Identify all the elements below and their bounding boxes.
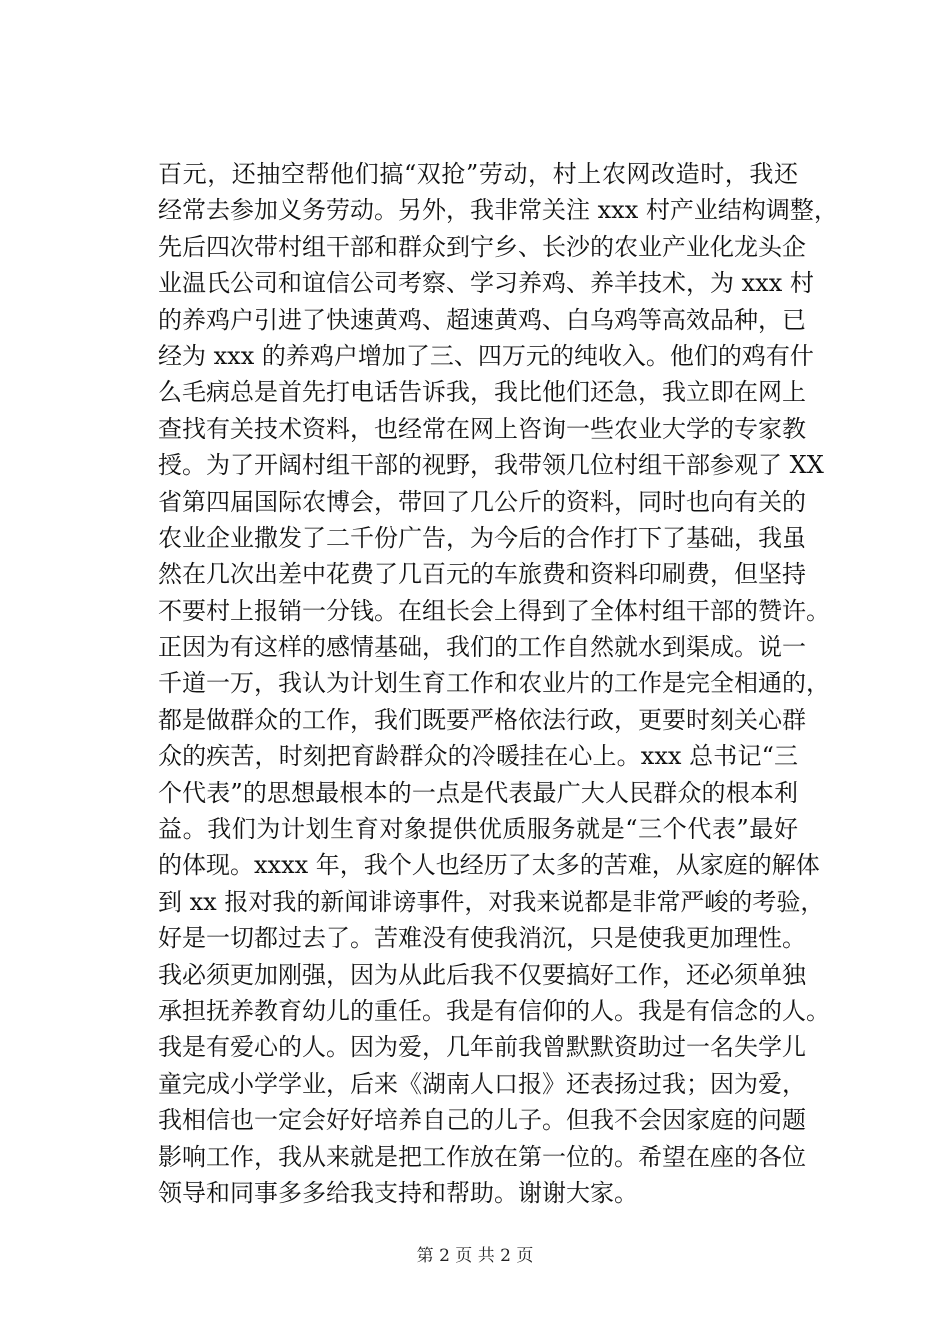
text-line: 的体现。xxxx 年，我个人也经历了太多的苦难，从家庭的解体 [158,851,820,880]
text-line: 众的疾苦，时刻把育龄群众的冷暖挂在心上。xxx 总书记“三 [158,742,798,771]
text-line: 经为 xxx 的养鸡户增加了三、四万元的纯收入。他们的鸡有什 [158,341,814,370]
text-line: 百元，还抽空帮他们搞“双抢”劳动，村上农网改造时，我还 [158,160,798,188]
text-line: 领导和同事多多给我支持和帮助。谢谢大家。 [158,1178,638,1207]
text-line: 影响工作，我从来就是把工作放在第一位的。希望在座的各位 [158,1142,806,1171]
text-line: 查找有关技术资料，也经常在网上咨询一些农业大学的专家教 [158,414,806,443]
text-line: 先后四次带村组干部和群众到宁乡、长沙的农业产业化龙头企 [158,232,806,261]
text-line: 我相信也一定会好好培养自己的儿子。但我不会因家庭的问题 [158,1106,806,1135]
text-line: 都是做群众的工作，我们既要严格依法行政，更要时刻关心群 [158,705,806,734]
body-paragraph [158,156,838,1211]
text-line: 农业企业撒发了二千份广告，为今后的合作打下了基础，我虽 [158,523,806,552]
text-line: 我是有爱心的人。因为爱，几年前我曾默默资助过一名失学儿 [158,1033,806,1062]
text-line: 我必须更加刚强，因为从此后我不仅要搞好工作，还必须单独 [158,960,806,989]
text-line: 省第四届国际农博会，带回了几公斤的资料，同时也向有关的 [158,487,806,516]
text-line: 好是一切都过去了。苦难没有使我消沉，只是使我更加理性。 [158,924,806,953]
text-line: 千道一万，我认为计划生育工作和农业片的工作是完全相通的， [158,669,830,698]
text-line: 么毛病总是首先打电话告诉我，我比他们还急，我立即在网上 [158,378,806,407]
text-line: 不要村上报销一分钱。在组长会上得到了全体村组干部的赞许。 [158,596,830,625]
text-line: 授。为了开阔村组干部的视野，我带领几位村组干部参观了 XX [158,451,824,480]
text-line: 业温氏公司和谊信公司考察、学习养鸡、养羊技术，为 xxx 村 [158,269,814,298]
text-line: 经常去参加义务劳动。另外，我非常关注 xxx 村产业结构调整， [158,196,838,225]
text-line: 承担抚养教育幼儿的重任。我是有信仰的人。我是有信念的人。 [158,996,830,1025]
text-line: 益。我们为计划生育对象提供优质服务就是“三个代表”最好 [158,815,798,844]
page-number-footer: 第 2 页 共 2 页 [416,1246,534,1266]
text-line: 正因为有这样的感情基础，我们的工作自然就水到渠成。说一 [158,633,806,662]
text-line: 童完成小学学业，后来《湖南人口报》还表扬过我；因为爱， [158,1069,806,1098]
text-line: 的养鸡户引进了快速黄鸡、超速黄鸡、白乌鸡等高效品种，已 [158,305,806,334]
text-line: 然在几次出差中花费了几百元的车旅费和资料印刷费，但坚持 [158,560,806,589]
text-line: 到 xx 报对我的新闻诽谤事件，对我来说都是非常严峻的考验， [158,887,825,916]
text-line: 个代表”的思想最根本的一点是代表最广大人民群众的根本利 [158,778,798,807]
